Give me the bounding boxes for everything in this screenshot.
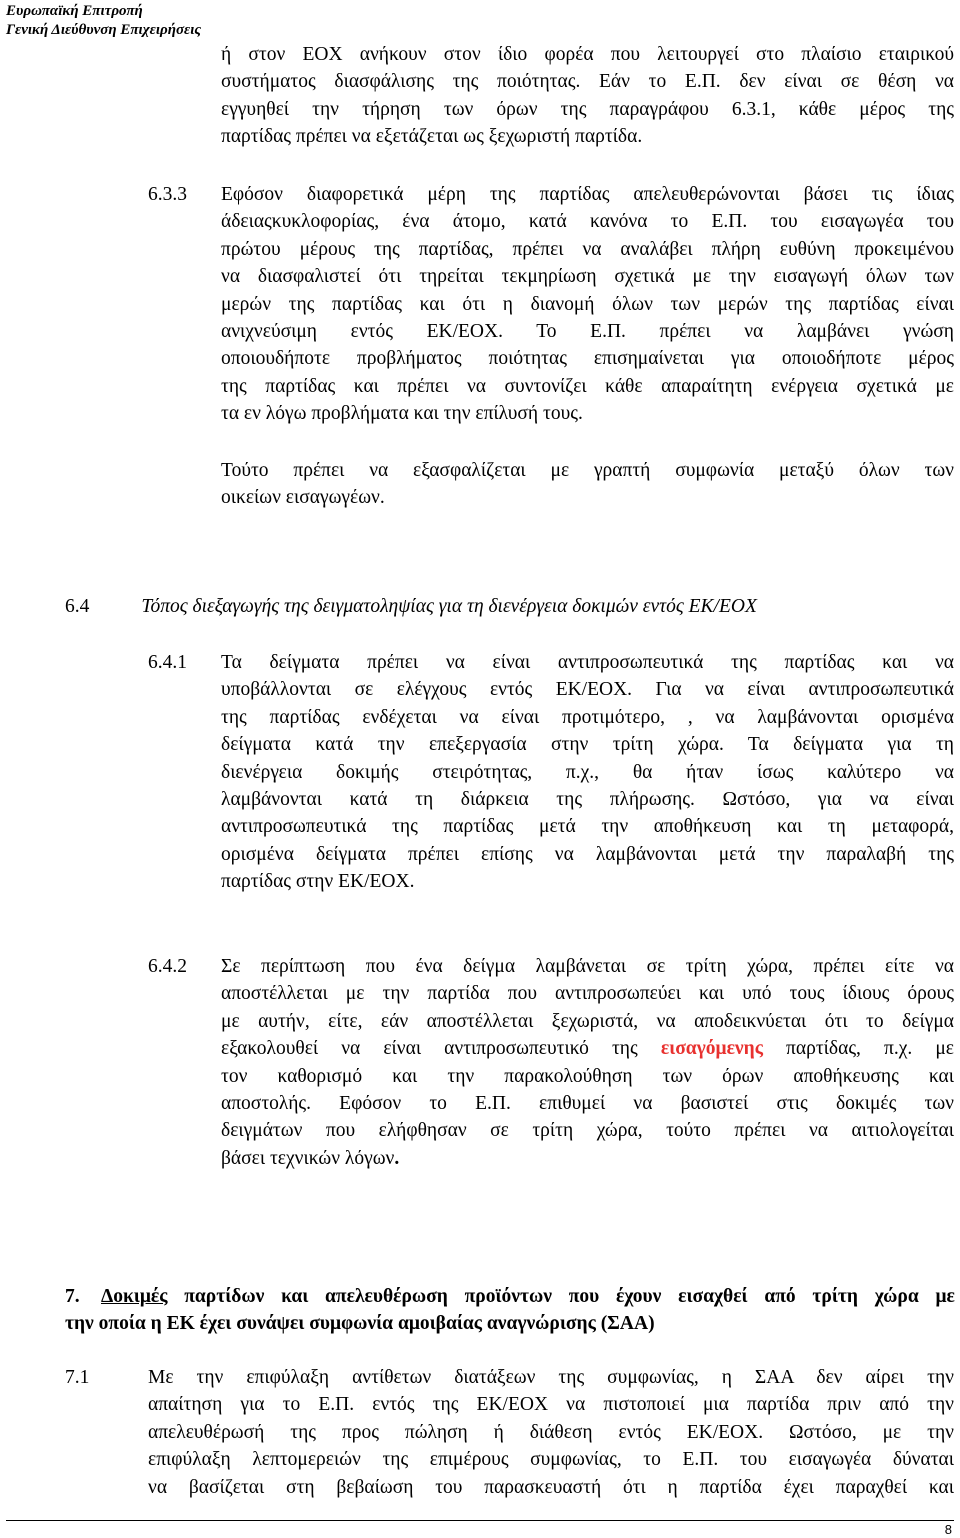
section-number-6-4-1: 6.4.1 xyxy=(148,652,187,673)
text-line: Σε περίπτωση που ένα δείγμα λαμβάνεται σε τρίτη χώρα, πρέπει είτε να xyxy=(221,956,954,977)
section-6-4-1-paragraph xyxy=(221,649,954,896)
header-directorate: Γενική Διεύθυνση Επιχειρήσεις xyxy=(6,22,202,38)
section-number-6-4: 6.4 xyxy=(65,596,90,617)
section-7-title-line-2: την οποία η ΕΚ έχει συνάψει συμφωνία αμοιβαίας αναγνώρισης (ΣΑΑ) xyxy=(65,1313,655,1335)
section-7-heading xyxy=(65,1283,955,1338)
text-line: Τα δείγματα πρέπει να είναι αντιπροσωπευτικά της παρτίδας και να xyxy=(221,652,954,673)
text-line: με αυτήν, είτε, εάν αποστέλλεται ξεχωριστά, να αποδεικνύεται ότι το δείγμα xyxy=(221,1010,954,1032)
text-span-bold: . xyxy=(394,1147,400,1169)
text-line: επιφύλαξη λεπτομερειών της επιμέρους συμφωνίας, το Ε.Π. του εισαγωγέα δύναται xyxy=(148,1449,954,1471)
text-line: πρώτου μέρους της παρτίδας, πρέπει να αναλάβει πλήρη ευθύνη προκειμένου xyxy=(221,238,954,260)
text-line: παρτίδας στην ΕΚ/ΕΟΧ. xyxy=(221,871,415,893)
text-line: αποστολής. Εφόσον το Ε.Π. επιθυμεί να βασιστεί στις δοκιμές των xyxy=(221,1093,954,1115)
text-line: της παρτίδας και πρέπει να συντονίζει κάθε απαραίτητη ενέργεια σχετικά με xyxy=(221,375,954,397)
title-word: εισαχθεί xyxy=(678,1286,748,1307)
section-number-7: 7. xyxy=(65,1286,80,1307)
section-6-3-3-paragraph xyxy=(221,181,954,428)
text-span: εξακολουθεί να είναι αντιπροσωπευτικό της xyxy=(221,1038,661,1060)
text-line: παρτίδας πρέπει να εξετάζεται ως ξεχωριστή παρτίδα. xyxy=(221,126,643,148)
text-span: παρτίδας, π.χ. με xyxy=(762,1038,954,1060)
title-word: χώρα xyxy=(874,1286,919,1307)
title-word: παρτίδων xyxy=(184,1286,265,1307)
text-line: Με την επιφύλαξη αντίθετων διατάξεων της συμφωνίας, η ΣΑΑ δεν αίρει την xyxy=(148,1367,954,1388)
text-line: αντιπροσωπευτικά της παρτίδας μετά την αποθήκευση και τη μεταφορά, xyxy=(221,816,954,838)
section-number-7-1: 7.1 xyxy=(65,1367,90,1388)
intro-paragraph xyxy=(221,41,954,151)
text-line: άδειαςκυκλοφορίας, ένα άτομο, κατά κανόνα το Ε.Π. του εισαγωγέα του xyxy=(221,211,954,233)
title-word: και xyxy=(281,1286,309,1307)
header-institution: Ευρωπαϊκή Επιτροπή xyxy=(6,3,143,19)
text-line: τα εν λόγω προβλήματα και την επίλυσή τους. xyxy=(221,403,583,425)
text-line: απαίτηση για το Ε.Π. εντός της ΕΚ/ΕΟΧ να πιστοποιεί μια παρτίδα πριν από την xyxy=(148,1394,954,1416)
text-line: να βασίζεται στη βεβαίωση του παρασκευαστή ότι η παρτίδα έχει παραχθεί και xyxy=(148,1476,954,1498)
section-6-4-title: Τόπος διεξαγωγής της δειγματοληψίας για τη διενέργεια δοκιμών εντός ΕΚ/ΕΟΧ xyxy=(141,596,757,617)
text-line: της παρτίδας ενδέχεται να είναι προτιμότερο, , να λαμβάνονται ορισμένα xyxy=(221,706,954,728)
text-line: ή στον ΕΟΧ ανήκουν στον ίδιο φορέα που λειτουργεί στο πλαίσιο εταιρικού xyxy=(221,44,954,65)
text-line: Εφόσον διαφορετικά μέρη της παρτίδας απελευθερώνονται βάσει τις ίδιας xyxy=(221,184,954,205)
title-word: προϊόντων xyxy=(464,1286,552,1307)
title-word: τρίτη xyxy=(812,1286,858,1307)
section-6-4-heading xyxy=(65,593,757,620)
section-6-3-3-paragraph-2 xyxy=(221,457,954,512)
text-line: εγγυηθεί την τήρηση των όρων της παραγράφου 6.3.1, κάθε μέρος της xyxy=(221,98,954,120)
text-line: οικείων εισαγωγέων. xyxy=(221,487,385,509)
text-line: διενέργεια δοκιμής στειρότητας, π.χ., θα ήταν ίσως καλύτερο να xyxy=(221,761,954,783)
text-line: απελευθέρωσή της προς πώληση ή διάθεση εντός ΕΚ/ΕΟΧ. Ωστόσο, με την xyxy=(148,1421,954,1443)
text-line: δείγματα κατά την επεξεργασία στην τρίτη χώρα. Τα δείγματα για τη xyxy=(221,734,954,756)
text-line: υποβάλλονται σε ελέγχους εντός ΕΚ/ΕΟΧ. Για να είναι αντιπροσωπευτικά xyxy=(221,679,954,701)
document-header xyxy=(6,2,201,40)
title-word: έχουν xyxy=(616,1286,662,1307)
highlighted-word: εισαγόμενης xyxy=(660,1038,763,1060)
text-line: οποιουδήποτε προβλήματος ποιότητας επισημαίνεται για οποιοδήποτε μέρος xyxy=(221,348,954,370)
text-line: λαμβάνονται κατά τη διάρκεια της πλήρωσης. Ωστόσο, για να είναι xyxy=(221,789,954,811)
text-line: αποστέλλεται με την παρτίδα που αντιπροσωπεύει και υπό τους ίδιους όρους xyxy=(221,983,954,1005)
text-line: Τούτο πρέπει να εξασφαλίζεται με γραπτή συμφωνία μεταξύ όλων των xyxy=(221,460,954,481)
text-line: τον καθορισμό και την παρακολούθηση των όρων αποθήκευσης και xyxy=(221,1065,954,1087)
section-6-4-2-paragraph xyxy=(221,953,954,1172)
text-line: ορισμένα δείγματα πρέπει επίσης να λαμβάνονται μετά την παραλαβή της xyxy=(221,843,954,865)
title-word: από xyxy=(764,1286,796,1307)
text-line: ανιχνεύσιμη εντός ΕΚ/ΕΟΧ. Το Ε.Π. πρέπει να λαμβάνει γνώση xyxy=(221,321,954,343)
footer-divider xyxy=(6,1520,954,1521)
title-word: με xyxy=(935,1286,955,1307)
title-word: που xyxy=(568,1286,600,1307)
title-word: απελευθέρωση xyxy=(325,1286,448,1307)
text-line: να διασφαλιστεί ότι τηρείται τεκμηρίωση σχετικά με την εισαγωγή όλων των xyxy=(221,266,954,288)
section-7-1-paragraph xyxy=(148,1364,954,1501)
text-line: μερών της παρτίδας και ότι η διανομή όλων των μερών της παρτίδας είναι xyxy=(221,293,954,315)
text-line: δειγμάτων που ελήφθησαν σε τρίτη χώρα, τούτο πρέπει να αιτιολογείται xyxy=(221,1120,954,1142)
text-line: συστήματος διασφάλισης της ποιότητας. Εάν το Ε.Π. δεν είναι σε θέση να xyxy=(221,71,954,93)
section-number-6-3-3: 6.3.3 xyxy=(148,184,187,205)
title-word: Δοκιμές xyxy=(101,1286,168,1307)
text-line-with-highlight xyxy=(221,1035,954,1062)
text-span: βάσει τεχνικών λόγων xyxy=(221,1147,395,1169)
text-line xyxy=(221,1145,954,1172)
section-number-6-4-2: 6.4.2 xyxy=(148,956,187,977)
section-7-title-line-1 xyxy=(65,1283,955,1310)
page-number: 8 xyxy=(944,1522,952,1537)
